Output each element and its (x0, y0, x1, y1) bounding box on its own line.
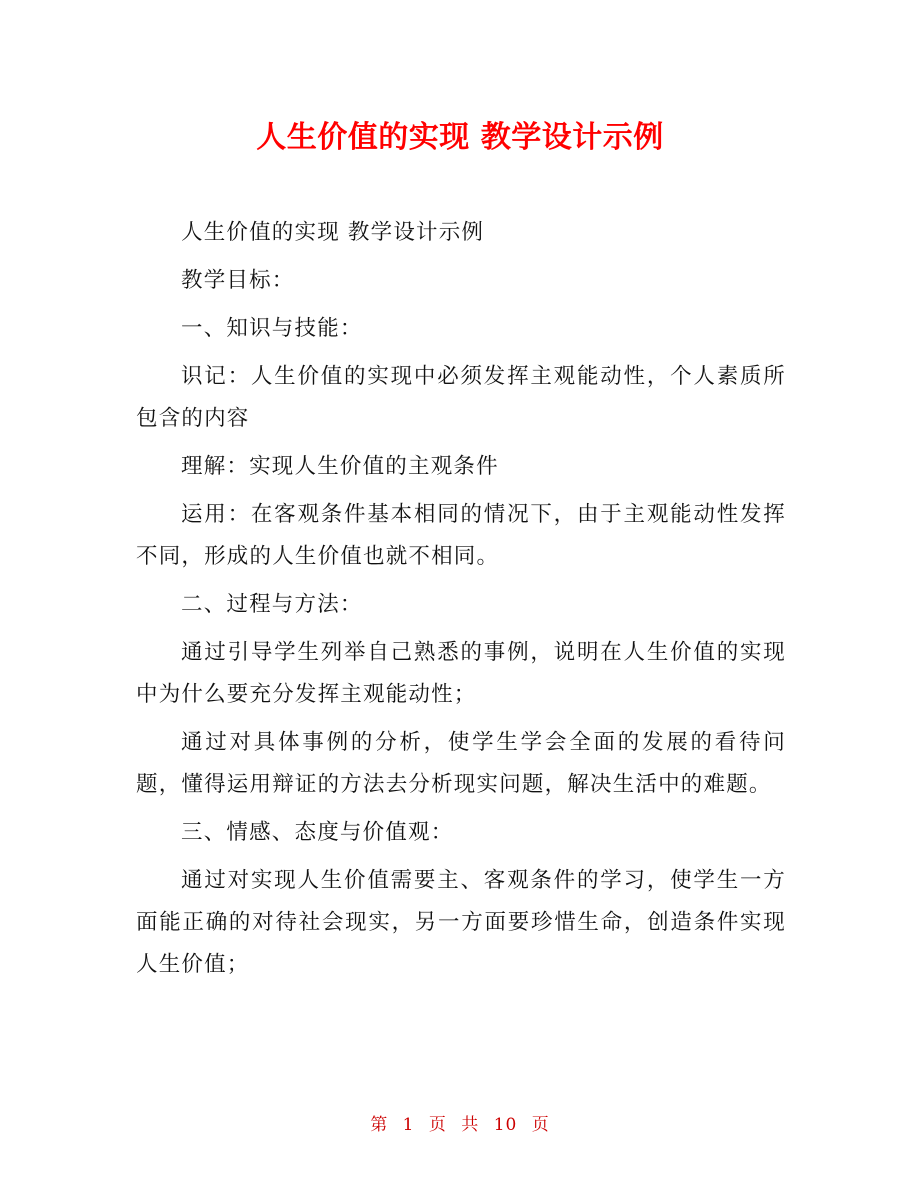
paragraph-apply: 运用：在客观条件基本相同的情况下，由于主观能动性发挥不同，形成的人生价值也就不相同。 (136, 502, 786, 569)
footer-total-pages: 10 (493, 1115, 518, 1135)
paragraph-process-two: 通过对具体事例的分析，使学生学会全面的发展的看待问题，懂得运用辩证的方法去分析现实问题，解决生活中的难题。 (136, 730, 786, 797)
paragraph-process-one: 通过引导学生列举自己熟悉的事例，说明在人生价值的实现中为什么要充分发挥主观能动性； (136, 640, 786, 707)
paragraph-memorize: 识记：人生价值的实现中必须发挥主观能动性，个人素质所包含的内容 (136, 364, 786, 431)
paragraph-understand: 理解：实现人生价值的主观条件 (181, 454, 499, 479)
footer-prefix: 第 (370, 1115, 389, 1135)
paragraph-values: 通过对实现人生价值需要主、客观条件的学习，使学生一方面能正确的对待社会现实，另一方面要珍惜生命，创造条件实现人生价值； (136, 868, 786, 977)
document-title: 人生价值的实现 教学设计示例 (256, 120, 664, 155)
paragraph-section-one-heading: 一、知识与技能： (181, 316, 363, 341)
footer-current-page: 1 (402, 1115, 415, 1135)
paragraph-section-three-heading: 三、情感、态度与价值观： (181, 820, 454, 845)
footer-total-word: 共 (461, 1115, 480, 1135)
footer-page-word: 页 (428, 1115, 447, 1135)
paragraph-subtitle: 人生价值的实现 教学设计示例 (181, 220, 485, 245)
document-body (136, 212, 786, 992)
paragraph-section-two-heading: 二、过程与方法： (181, 592, 363, 617)
page-footer (0, 1111, 920, 1139)
footer-suffix: 页 (531, 1115, 550, 1135)
paragraph-objectives-heading: 教学目标： (181, 268, 295, 293)
